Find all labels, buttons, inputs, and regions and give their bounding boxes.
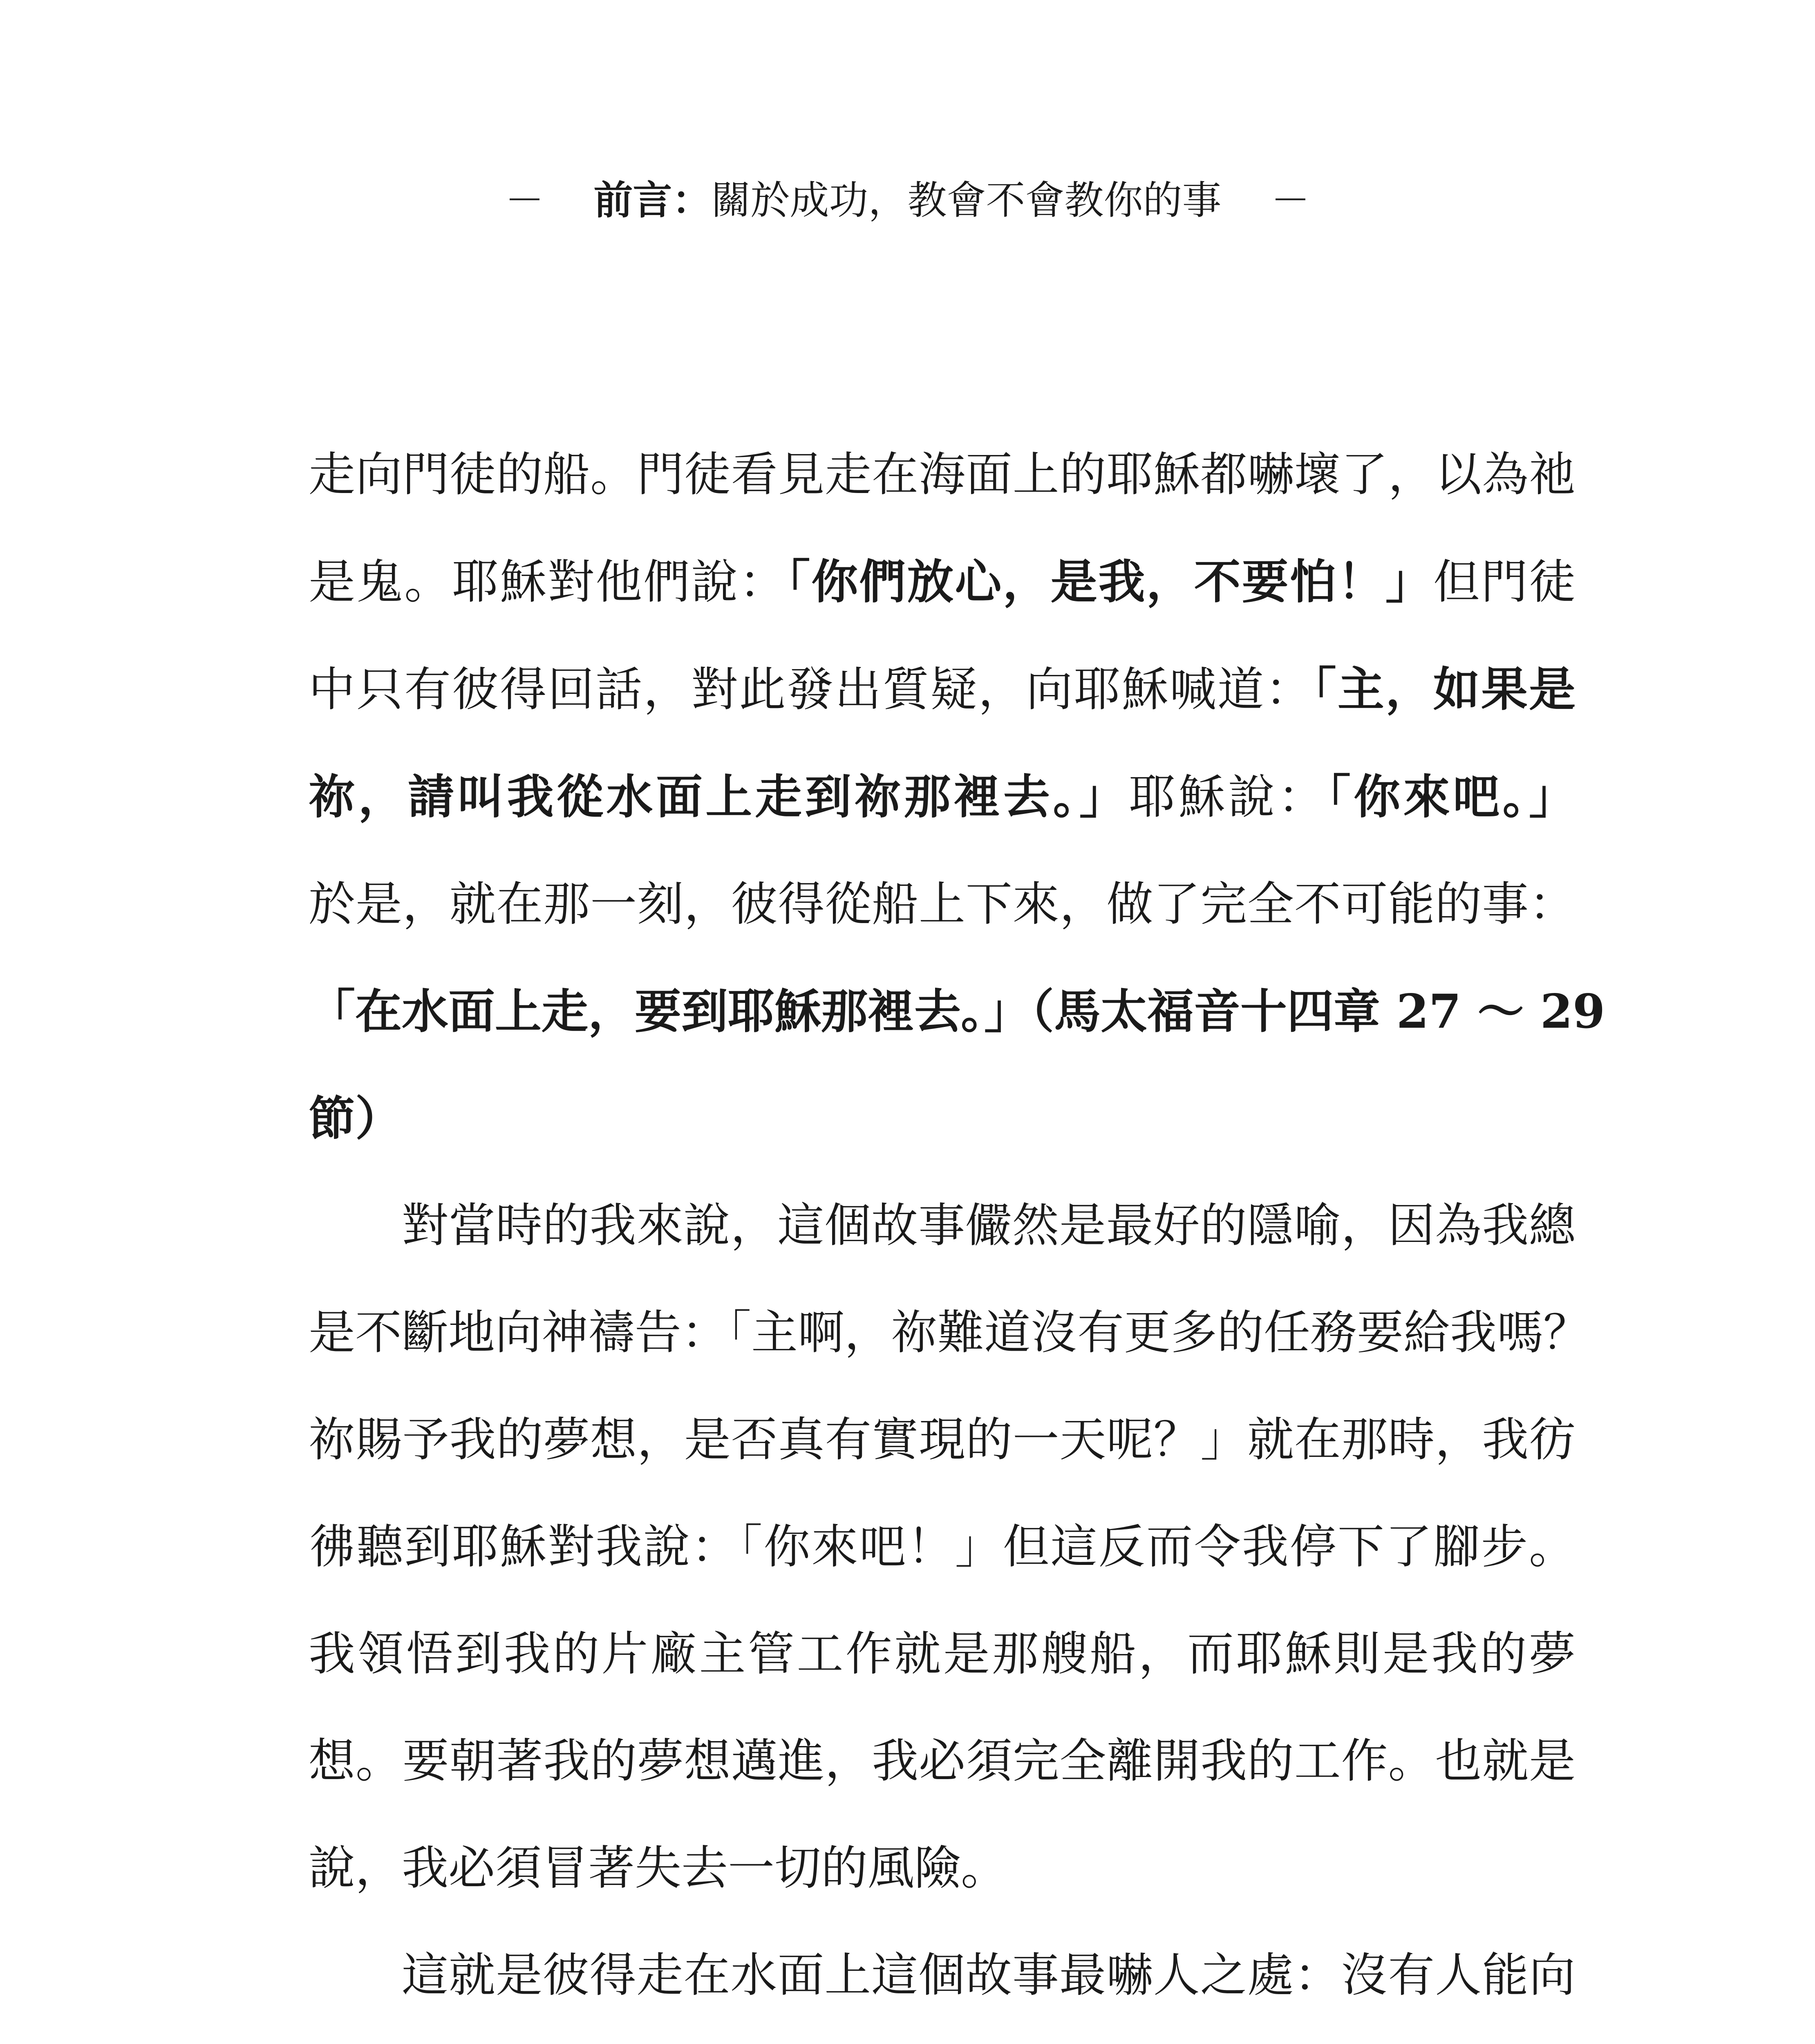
paragraph-2 — [309, 1172, 1590, 1922]
paragraph-1-line-3-text: 中只有彼得回話，對此發出質疑，向耶穌喊道： — [309, 662, 1313, 717]
paragraph-3-line-2 — [309, 2029, 1576, 2044]
paragraph-2-line-3: 祢賜予我的夢想，是否真有實現的一天呢？」就在那時，我彷 — [309, 1412, 1576, 1467]
paragraph-1-line-2 — [309, 528, 1576, 636]
paragraph-2-line-5: 我領悟到我的片廠主管工作就是那艘船，而耶穌則是我的夢 — [309, 1627, 1576, 1681]
paragraph-3-line-1: 這就是彼得走在水面上這個故事最嚇人之處：沒有人能向 — [402, 1948, 1576, 2002]
paragraph-1-line-4-text: 耶穌說： — [1129, 770, 1327, 824]
paragraph-1-line-1: 走向門徒的船。門徒看見走在海面上的耶穌都嚇壞了，以為祂 — [309, 447, 1576, 502]
jesus-reply-quote: 「你來吧。」 — [1327, 769, 1576, 824]
paragraph-2-line-6: 想。要朝著我的夢想邁進，我必須完全離開我的工作。也就是 — [309, 1734, 1576, 1788]
paragraph-1-line-3 — [309, 636, 1576, 743]
paragraph-1-line-2-text: 是鬼。耶穌對他們說： — [309, 555, 787, 609]
paragraph-2-line-1: 對當時的我來說，這個故事儼然是最好的隱喻，因為我總 — [402, 1198, 1576, 1253]
paragraph-2-line-2: 是不斷地向神禱告：「主啊，祢難道沒有更多的任務要給我嗎？ — [309, 1305, 1590, 1360]
paragraph-1-line-5: 於是，就在那一刻，彼得從船上下來，做了完全不可能的事： — [309, 877, 1576, 931]
running-head — [0, 172, 1815, 229]
paragraph-3 — [309, 1922, 1576, 2044]
paragraph-2-line-4: 彿聽到耶穌對我說：「你來吧！」但這反而令我停下了腳步。 — [309, 1520, 1576, 1574]
running-head-dash-left: － — [505, 177, 544, 223]
running-head-dash-right: － — [1271, 177, 1310, 223]
scripture-reference-line: 「在水面上走，要到耶穌那裡去。」（馬太福音十四章 27 ～ 29 — [309, 984, 1605, 1039]
peter-quote-end: 祢，請叫我從水面上走到祢那裡去。」 — [309, 769, 1129, 824]
peter-quote-start: 「主，如果是 — [1313, 662, 1576, 717]
scripture-reference-end: 節） — [309, 1091, 402, 1146]
paragraph-1 — [309, 421, 1605, 1172]
paragraph-2-line-7: 說，我必須冒著失去一切的風險。 — [309, 1841, 1008, 1895]
running-head-label: 前言： — [593, 177, 712, 223]
paragraph-1-line-4 — [309, 743, 1576, 851]
body-text — [309, 421, 1605, 2044]
running-head-title: 關於成功，教會不會教你的事 — [711, 177, 1222, 223]
paragraph-1-line-2-tail: 但門徒 — [1433, 555, 1576, 609]
jesus-quote: 「你們放心，是我，不要怕！」 — [787, 554, 1433, 609]
